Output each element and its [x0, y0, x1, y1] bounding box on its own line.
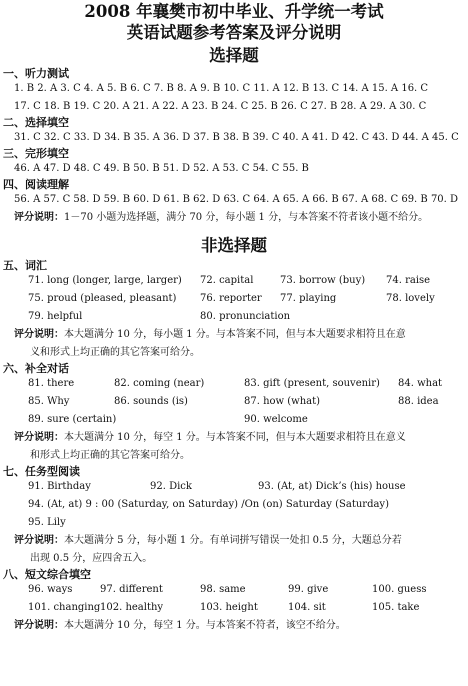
section-3-heading: 三、完形填空 [3, 147, 69, 160]
section-3-answers: 46. A 47. D 48. C 49. B 50. B 51. D 52. A 53. C 54. C 55. B [14, 163, 309, 174]
answer-90: 90. welcome [244, 414, 308, 425]
section-1-answers-line2: 17. C 18. B 19. C 20. A 21. A 22. A 23. B 24. C 25. B 26. C 27. B 28. A 29. A 30. C [14, 101, 427, 112]
answer-77: 77. playing [280, 293, 337, 304]
scoring-note-label: 评分说明： [14, 212, 64, 223]
answer-102: 102. healthy [100, 602, 164, 613]
answer-103: 103. height [200, 602, 258, 613]
section-6-heading: 六、补全对话 [3, 362, 69, 375]
scoring-note-label: 评分说明： [14, 432, 64, 443]
answer-100: 100. guess [372, 584, 427, 595]
answer-95: 95. Lily [28, 517, 66, 528]
table-row [0, 599, 468, 617]
answer-88: 88. idea [398, 396, 439, 407]
answer-94: 94. (At, at) 9 : 00 (Saturday, on Saturday) /On (on) Saturday (Saturday) [28, 499, 389, 510]
section-4-heading: 四、阅读理解 [3, 178, 69, 191]
table-row [0, 581, 468, 599]
answer-85: 85. Why [28, 396, 70, 407]
table-row [0, 393, 468, 411]
section-4-answers: 56. A 57. C 58. D 59. B 60. D 61. B 62. D 63. C 64. A 65. A 66. B 67. A 68. C 69. B 70. D [14, 194, 459, 205]
answer-75: 75. proud (pleased, pleasant) [28, 293, 177, 304]
answer-86: 86. sounds (is) [114, 396, 188, 407]
section-7-heading: 七、任务型阅读 [3, 465, 80, 478]
subjective-heading: 非选择题 [201, 236, 267, 255]
section-1-answers-line1: 1. B 2. A 3. C 4. A 5. B 6. C 7. B 8. A 9. B 10. C 11. A 12. B 13. C 14. A 15. A 16. C [14, 83, 429, 94]
answer-105: 105. take [372, 602, 420, 613]
scoring-note-label: 评分说明： [14, 535, 64, 546]
section-2-heading: 二、选择填空 [3, 116, 69, 129]
answer-83: 83. gift (present, souvenir) [244, 378, 380, 389]
table-row [0, 272, 468, 290]
answer-84: 84. what [398, 378, 443, 389]
answer-82: 82. coming (near) [114, 378, 205, 389]
section-5-heading: 五、词汇 [3, 259, 47, 272]
scoring-note-text: 本大题满分 10 分，每空 1 分。与本答案不符者，该空不给分。 [64, 620, 346, 631]
section-7-scoring-note [0, 532, 468, 550]
table-row [0, 290, 468, 308]
answer-71: 71. long (longer, large, larger) [28, 275, 182, 286]
answer-91: 91. Birthday [28, 481, 91, 492]
section-8-scoring-note [0, 617, 468, 635]
answer-81: 81. there [28, 378, 75, 389]
answer-101: 101. changing [28, 602, 101, 613]
section-7-scoring-note-cont: 出现 0.5 分，应四舍五入。 [30, 553, 153, 564]
table-row [0, 308, 468, 326]
section-4-scoring-note [0, 209, 468, 227]
answer-key-page [0, 2, 468, 686]
answer-89: 89. sure (certain) [28, 414, 117, 425]
answer-92: 92. Dick [150, 481, 192, 492]
answer-97: 97. different [100, 584, 163, 595]
table-row [0, 496, 468, 514]
section-6-scoring-note [0, 429, 468, 447]
answer-99: 99. give [288, 584, 329, 595]
answer-96: 96. ways [28, 584, 73, 595]
answer-93: 93. (At, at) Dick’s (his) house [258, 481, 406, 492]
scoring-note-label: 评分说明： [14, 620, 64, 631]
objective-heading: 选择题 [209, 46, 259, 65]
scoring-note-text: 本大题满分 5 分，每小题 1 分。有单词拼写错误一处扣 0.5 分，大题总分若 [64, 535, 402, 546]
table-row [0, 411, 468, 429]
answer-78: 78. lovely [386, 293, 435, 304]
answer-87: 87. how (what) [244, 396, 321, 407]
table-row [0, 478, 468, 496]
scoring-note-text: 本大题满分 10 分，每小题 1 分。与本答案不同，但与本大题要求相符且在意 [64, 329, 406, 340]
answer-73: 73. borrow (buy) [280, 275, 366, 286]
answer-76: 76. reporter [200, 293, 262, 304]
answer-80: 80. pronunciation [200, 311, 291, 322]
answer-74: 74. raise [386, 275, 431, 286]
answer-104: 104. sit [288, 602, 326, 613]
table-row [0, 514, 468, 532]
answer-98: 98. same [200, 584, 246, 595]
section-2-answers: 31. C 32. C 33. D 34. B 35. A 36. D 37. B 38. B 39. C 40. A 41. D 42. C 43. D 44. A 45. C [14, 132, 459, 143]
scoring-note-text: 本大题满分 10 分，每空 1 分。与本答案不同，但与本大题要求相符且在意义 [64, 432, 406, 443]
document-title: 2008 年襄樊市初中毕业、升学统一考试 [84, 2, 384, 21]
section-5-scoring-note [0, 326, 468, 344]
scoring-note-text: 1－70 小题为选择题，满分 70 分，每小题 1 分，与本答案不符者该小题不给分。 [64, 212, 429, 223]
answer-79: 79. helpful [28, 311, 83, 322]
section-1-heading: 一、听力测试 [3, 67, 69, 80]
document-subtitle: 英语试题参考答案及评分说明 [126, 23, 342, 42]
section-6-scoring-note-cont: 和形式上均正确的其它答案可给分。 [30, 450, 190, 461]
answer-72: 72. capital [200, 275, 254, 286]
section-5-scoring-note-cont: 义和形式上均正确的其它答案可给分。 [30, 347, 200, 358]
scoring-note-label: 评分说明： [14, 329, 64, 340]
table-row [0, 375, 468, 393]
section-8-heading: 八、短文综合填空 [3, 568, 91, 581]
